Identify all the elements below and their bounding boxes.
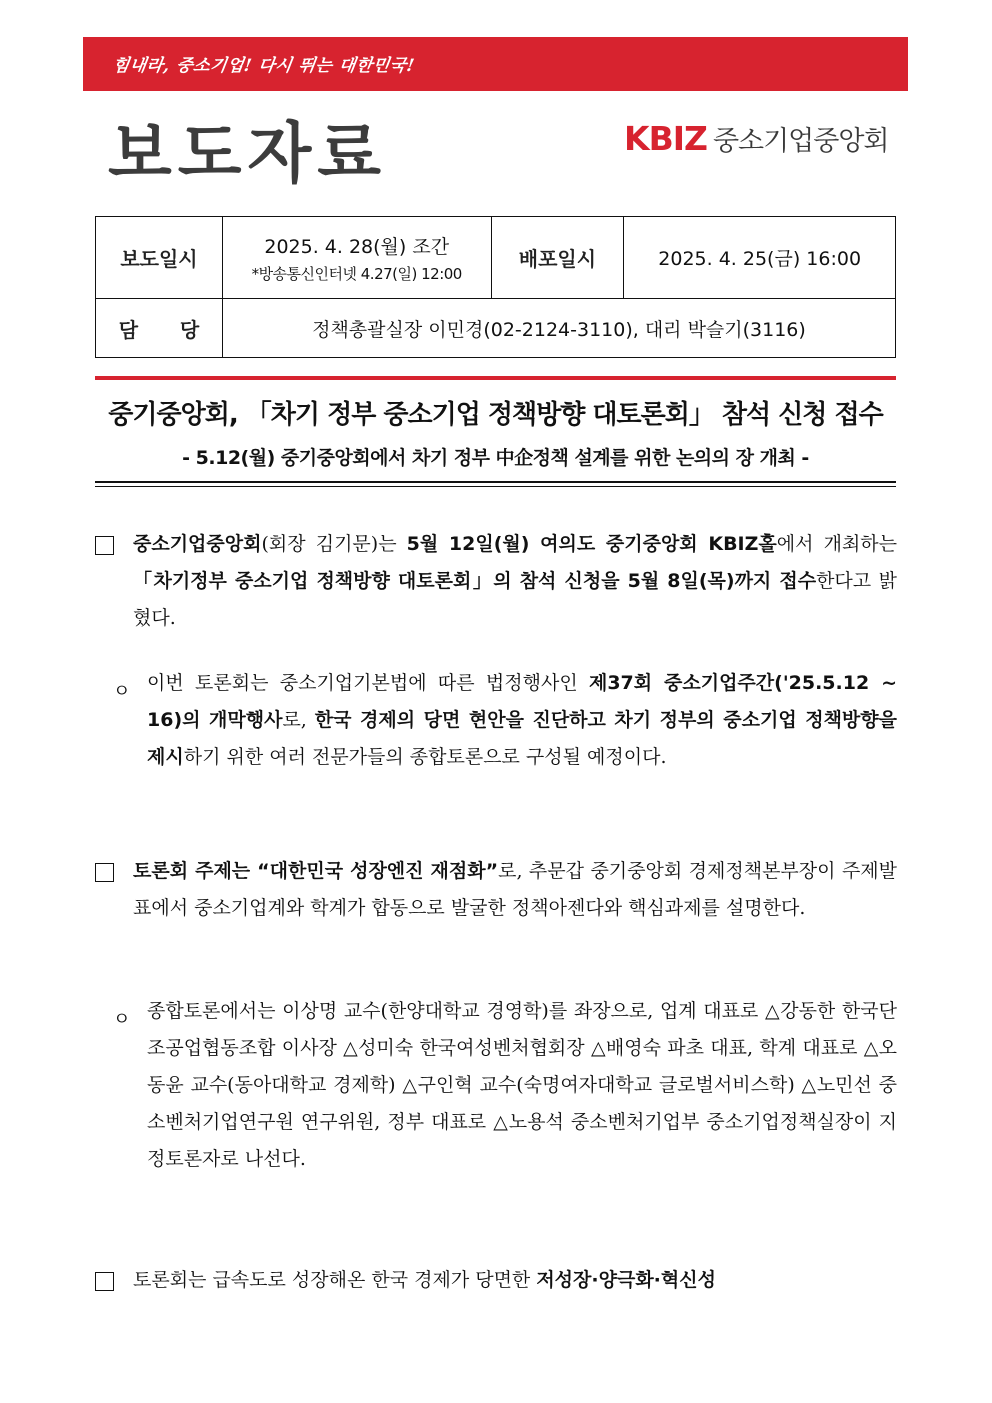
paragraph-5 (95, 1262, 897, 1299)
contact-value: 정책총괄실장 이민경(02-2124-3110), 대리 박슬기(3116) (222, 299, 895, 358)
circle-bullet-icon: ㅇ (113, 1009, 131, 1030)
slogan-banner (83, 37, 908, 91)
contact-label: 담 당 (96, 299, 223, 358)
paragraph-1 (95, 526, 897, 637)
p2-text-c: 로, (282, 709, 315, 731)
release-date-cell (222, 217, 491, 299)
broadcast-embargo-note: *방송통신인터넷 4.27(일) 12:00 (251, 264, 462, 283)
paragraph-2 (95, 665, 897, 776)
paragraph-3 (95, 853, 897, 927)
release-date-label: 보도일시 (96, 217, 223, 299)
p2-text-b: 제37회 중소기업주간('25.5.12 ~ 16)의 개막행사 (147, 672, 897, 731)
square-bullet-icon (95, 863, 114, 882)
p1-text-f: 한다고 밝혔다. (133, 570, 897, 629)
release-info-table (95, 216, 896, 358)
p1-text-d: 에서 개최하는 (776, 533, 898, 555)
document-title: 보도자료 (108, 115, 388, 192)
p1-text-a: 중소기업중앙회 (133, 533, 262, 555)
subheadline: - 5.12(월) 중기중앙회에서 차기 정부 中企정책 설계를 위한 논의의 장 개최 - (182, 447, 809, 469)
logo-mark: KBIZ (624, 119, 707, 158)
p3-text-a: 토론회 주제는 “대한민국 성장엔진 재점화” (133, 860, 499, 882)
logo-text: 중소기업중앙회 (712, 126, 889, 157)
headline: 중기중앙회, 「차기 정부 중소기업 정책방향 대토론회」 참석 신청 접수 (108, 400, 883, 430)
distribution-date-value: 2025. 4. 25(금) 16:00 (624, 217, 896, 299)
distribution-date-label: 배포일시 (491, 217, 624, 299)
p1-text-c: 5월 12일(월) 여의도 중기중앙회 KBIZ홀 (406, 533, 777, 555)
p1-text-b: (회장 김기문)는 (261, 533, 407, 555)
release-date-value: 2025. 4. 28(월) 조간 (264, 235, 450, 258)
circle-bullet-icon: ㅇ (113, 681, 131, 702)
p4-text-a: 종합토론에서는 이상명 교수(한양대학교 경영학)를 좌장으로, 업계 대표로 △강동한 한국단조공업협동조합 이사장 △성미숙 한국여성벤처협회장 △배영숙 파초 대표, 학계 대표로 △오동윤 교수(동아대학교 경제학) △구인혁 교수(숙명여자대학교 글로벌서비스학) △노민선 중소벤처기업연구원 연구위원, 정부 대표로 △노용석 중소벤처기업부 중소기업정책실장이 지정토론자로 나선다. (147, 1000, 897, 1170)
p5-text-b: 저성장·양극화·혁신성 (536, 1269, 716, 1291)
square-bullet-icon (95, 1272, 114, 1291)
p3-text-b: 로, 추문갑 중기중앙회 경제정책본부장이 주제발표에서 중소기업계와 학계가 합동으로 발굴한 정책아젠다와 핵심과제를 설명한다. (133, 860, 898, 919)
kbiz-logo (624, 119, 889, 158)
p2-text-e: 하기 위한 여러 전문가들의 종합토론으로 구성될 예정이다. (183, 746, 667, 768)
square-bullet-icon (95, 536, 114, 555)
p5-text-a: 토론회는 급속도로 성장해온 한국 경제가 당면한 (133, 1269, 537, 1291)
banner-slogan: 힘내라, 중소기업! 다시 뛰는 대한민국! (111, 56, 416, 76)
red-divider (95, 376, 896, 380)
p2-text-a: 이번 토론회는 중소기업기본법에 따른 법정행사인 (147, 672, 589, 694)
p1-text-e: 「차기정부 중소기업 정책방향 대토론회」의 참석 신청을 5월 8일(목)까지 접수 (133, 570, 817, 592)
paragraph-4 (95, 993, 897, 1178)
double-divider (95, 481, 896, 487)
p2-text-d: 한국 경제의 당면 현안을 진단하고 차기 정부의 중소기업 정책방향을 제시 (147, 709, 897, 768)
